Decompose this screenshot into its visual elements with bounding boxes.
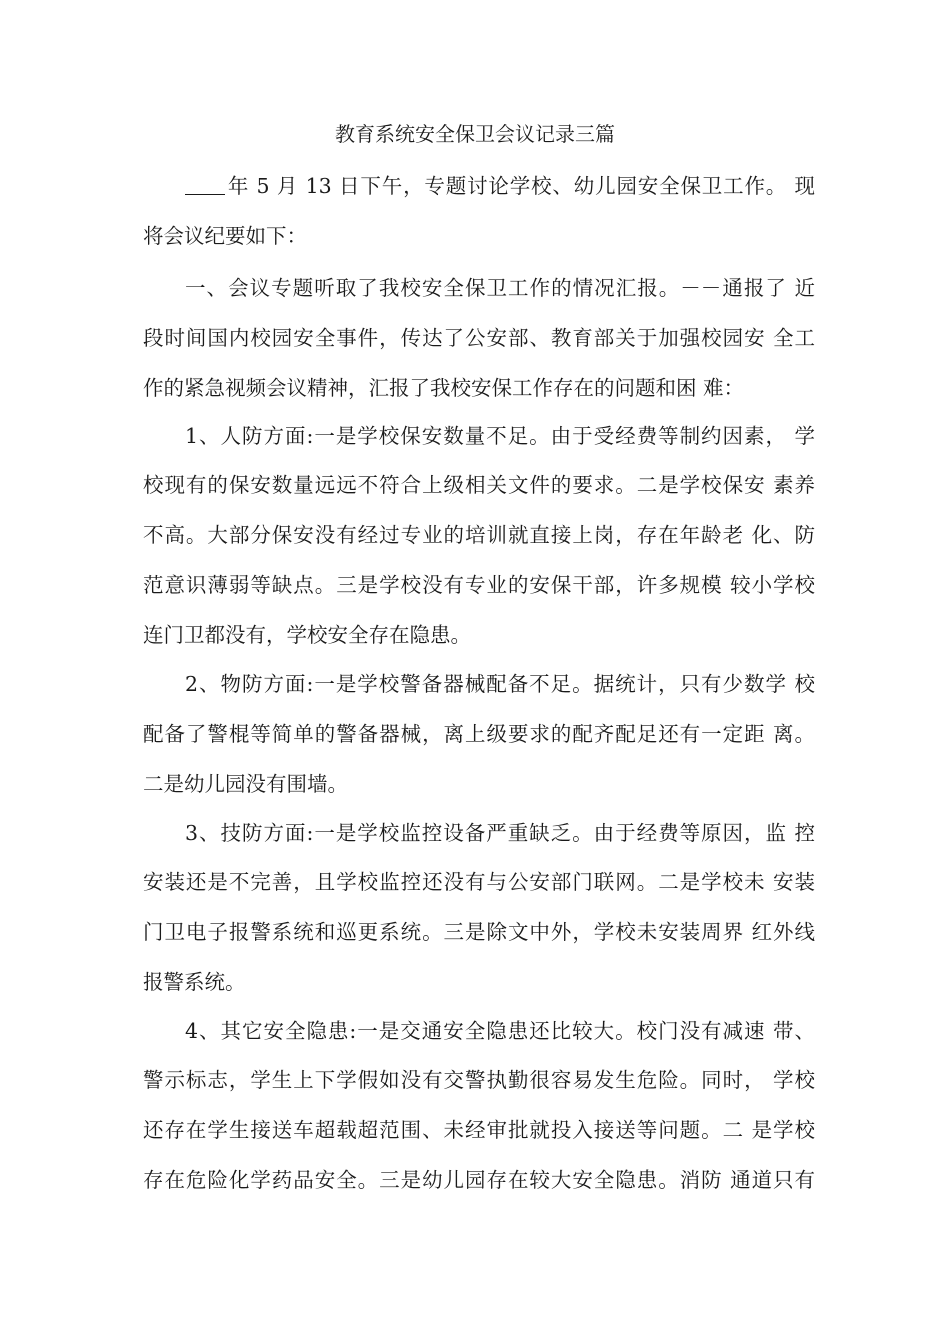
paragraph-line: 报警系统。: [143, 970, 246, 994]
paragraph-line: 还存在学生接送车超载超范围、未经审批就投入接送等问题。二 是学校: [143, 1118, 815, 1142]
document-title: 教育系统安全保卫会议记录三篇: [335, 122, 615, 146]
paragraph-line: 作的紧急视频会议精神，汇报了我校安保工作存在的问题和困 难：: [143, 376, 745, 400]
date-blank: [185, 174, 225, 195]
paragraph-line: 段时间国内校园安全事件，传达了公安部、教育部关于加强校园安 全工: [143, 326, 815, 350]
paragraph-line: 连门卫都没有，学校安全存在隐患。: [143, 623, 471, 647]
paragraph-line: 年 5 月 13 日下午，专题讨论学校、幼儿园安全保卫工作。 现: [185, 168, 815, 204]
paragraph-line: 二是幼儿园没有围墙。: [143, 772, 348, 796]
paragraph-line: 将会议纪要如下：: [143, 224, 307, 248]
paragraph-line: 2、物防方面:一是学校警备器械配备不足。据统计，只有少数学 校: [185, 672, 815, 696]
paragraph-line: 警示标志，学生上下学假如没有交警执勤很容易发生危险。同时， 学校: [143, 1068, 815, 1092]
paragraph-line: 门卫电子报警系统和巡更系统。三是除文中外，学校未安装周界 红外线: [143, 920, 815, 944]
paragraph-line: 校现有的保安数量远远不符合上级相关文件的要求。二是学校保安 素养: [143, 473, 815, 497]
paragraph-line: 1、人防方面:一是学校保安数量不足。由于受经费等制约因素， 学: [185, 424, 815, 448]
paragraph-line: 3、技防方面:一是学校监控设备严重缺乏。由于经费等原因，监 控: [185, 821, 815, 845]
paragraph-line: 存在危险化学药品安全。三是幼儿园存在较大安全隐患。消防 通道只有: [143, 1168, 815, 1192]
paragraph-line: 配备了警棍等简单的警备器械，离上级要求的配齐配足还有一定距 离。: [143, 722, 815, 746]
paragraph-line: 范意识薄弱等缺点。三是学校没有专业的安保干部，许多规模 较小学校: [143, 573, 815, 597]
paragraph-line: 安装还是不完善，且学校监控还没有与公安部门联网。二是学校未 安装: [143, 870, 815, 894]
paragraph-line: 不高。大部分保安没有经过专业的培训就直接上岗，存在年龄老 化、防: [143, 523, 815, 547]
paragraph-line: 一、会议专题听取了我校安全保卫工作的情况汇报。－－通报了 近: [185, 276, 815, 300]
paragraph-line: 4、其它安全隐患:一是交通安全隐患还比较大。校门没有减速 带、: [185, 1019, 815, 1043]
